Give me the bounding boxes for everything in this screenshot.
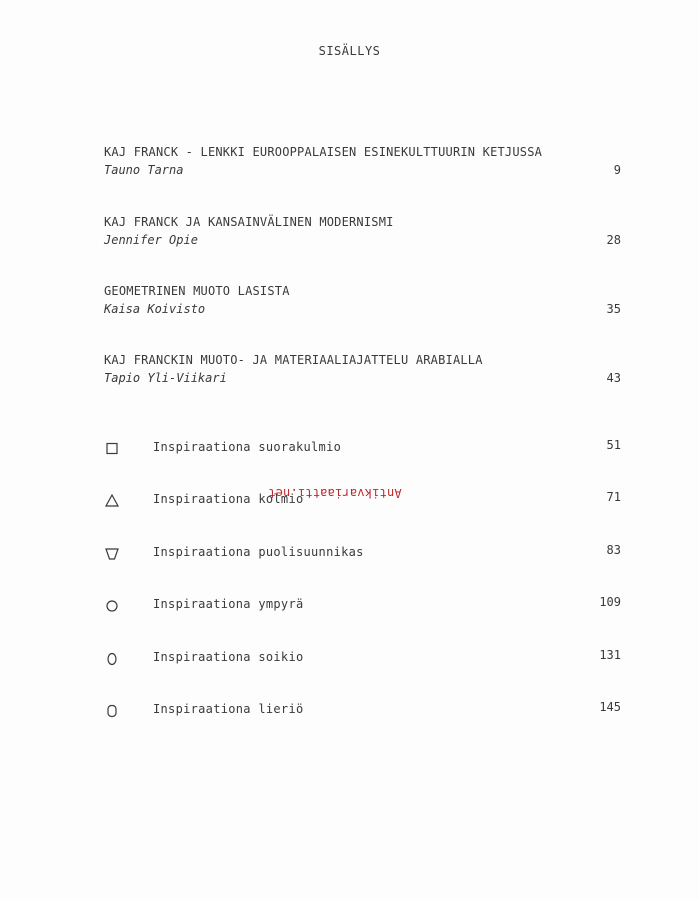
section-label: Inspiraationa suorakulmio — [153, 440, 342, 454]
toc-entry-essay — [104, 145, 621, 185]
page-number: 35 — [606, 302, 621, 316]
trapezoid-icon — [104, 545, 120, 561]
toc-entry-section — [104, 543, 621, 563]
essay-title: GEOMETRINEN MUOTO LASISTA — [104, 284, 290, 298]
toc-entry-essay — [104, 215, 621, 255]
square-icon — [104, 440, 120, 456]
page-number: 131 — [599, 648, 621, 662]
toc-entry-section — [104, 648, 621, 668]
cylinder-icon — [104, 702, 120, 718]
watermark-text: Antikvariaatti.net — [268, 486, 402, 500]
section-label: Inspiraationa kolmio — [153, 492, 304, 506]
triangle-icon — [104, 492, 120, 508]
toc-entry-section — [104, 438, 621, 458]
page-number: 43 — [606, 371, 621, 385]
toc-entry-section — [104, 595, 621, 615]
section-label: Inspiraationa ympyrä — [153, 597, 304, 611]
essay-title: KAJ FRANCK JA KANSAINVÄLINEN MODERNISMI — [104, 215, 394, 229]
page-number: 28 — [606, 233, 621, 247]
toc-entry-essay — [104, 353, 621, 393]
oval-icon — [104, 650, 120, 666]
circle-icon — [104, 597, 120, 613]
essay-title: KAJ FRANCK - LENKKI EUROOPPALAISEN ESINEKULTTUURIN KETJUSSA — [104, 145, 543, 159]
page-number: 71 — [606, 490, 621, 504]
toc-entry-section — [104, 700, 621, 720]
page-number: 9 — [613, 163, 621, 177]
section-label: Inspiraationa puolisuunnikas — [153, 545, 364, 559]
section-label: Inspiraationa soikio — [153, 650, 304, 664]
page-number: 145 — [599, 700, 621, 714]
essay-author: Tapio Yli-Viikari — [104, 371, 227, 385]
essay-author: Jennifer Opie — [104, 233, 198, 247]
essay-author: Tauno Tarna — [104, 163, 184, 177]
section-label: Inspiraationa lieriö — [153, 702, 304, 716]
toc-entry-essay — [104, 284, 621, 324]
essay-title: KAJ FRANCKIN MUOTO- JA MATERIAALIAJATTELU ARABIALLA — [104, 353, 483, 367]
page-title: SISÄLLYS — [318, 44, 381, 58]
page-number: 109 — [599, 595, 621, 609]
page-number: 83 — [606, 543, 621, 557]
page-number: 51 — [606, 438, 621, 452]
essay-author: Kaisa Koivisto — [104, 302, 206, 316]
